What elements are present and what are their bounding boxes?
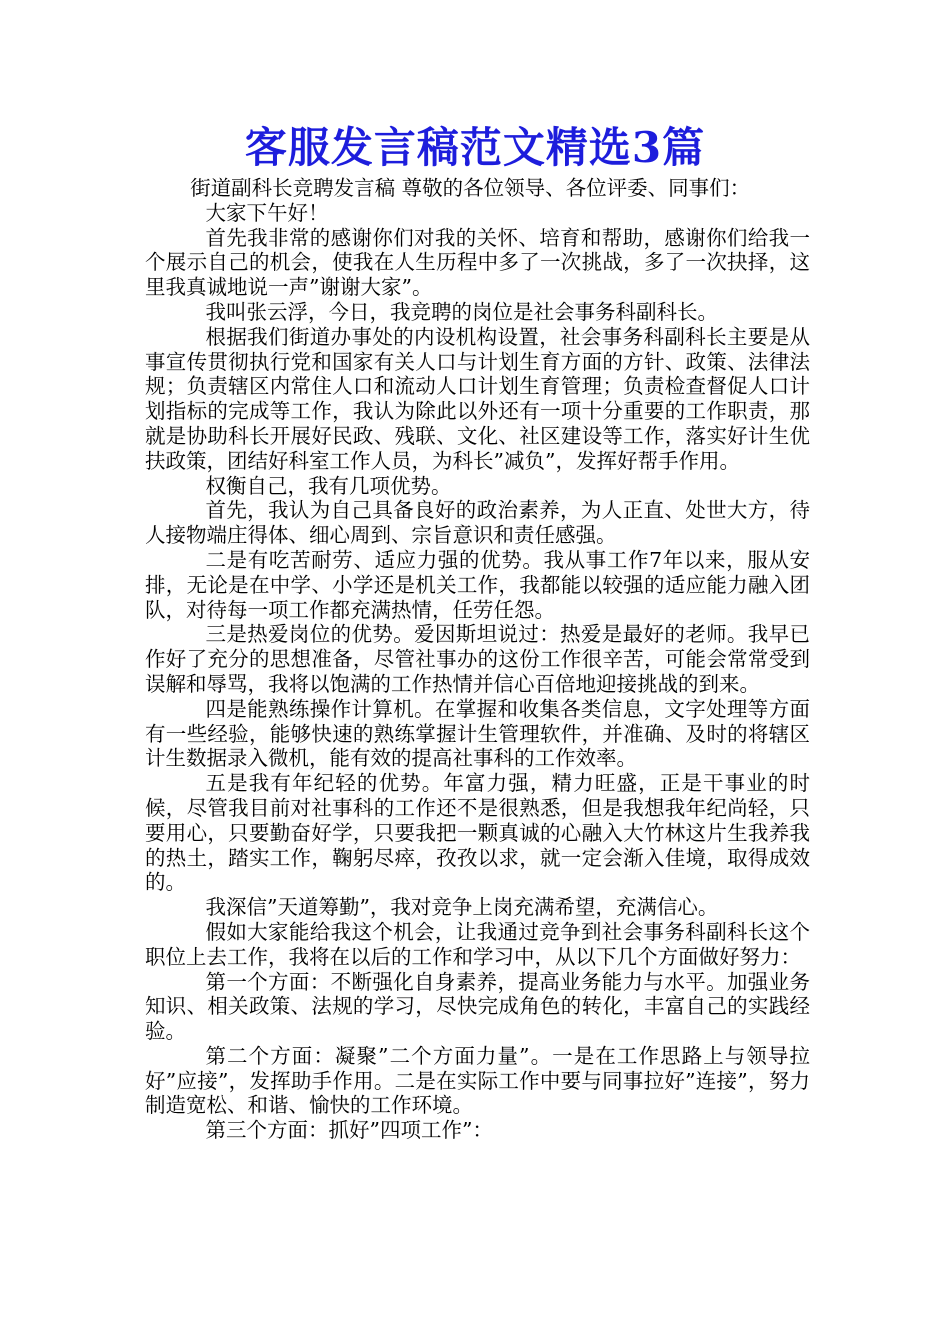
paragraph-advantage-2: 二是有吃苦耐劳、适应力强的优势。我从事工作7年以来，服从安排，无论是在中学、小学还是机关工作，我都能以较强的适应能力融入团队，对待每一项工作都充满热情，任劳任怨。: [145, 547, 810, 622]
paragraph-plan-1: 第一个方面：不断强化自身素养，提高业务能力与水平。加强业务知识、相关政策、法规的学习，尽快完成角色的转化，丰富自己的实践经验。: [145, 969, 810, 1044]
paragraph-intro: 街道副科长竞聘发言稿 尊敬的各位领导、各位评委、同事们：: [190, 176, 751, 200]
paragraph-self-intro: 我叫张云浮，今日，我竞聘的岗位是社会事务科副科长。: [205, 299, 718, 324]
paragraph-plan-2: 第二个方面：凝聚”二个方面力量”。一是在工作思路上与领导拉好”应接”，发挥助手作用。二是在实际工作中要与同事拉好”连接”，努力制造宽松、和谐、愉快的工作环境。: [145, 1043, 810, 1118]
paragraph-advantage-1: 首先，我认为自己具备良好的政治素养，为人正直、处世大方，待人接物端庄得体、细心周到、宗旨意识和责任感强。: [145, 498, 810, 548]
paragraph-duties: 根据我们街道办事处的内设机构设置，社会事务科副科长主要是从事宣传贯彻执行党和国家有关人口与计划生育方面的方针、政策、法律法规；负责辖区内常住人口和流动人口计划生育管理；负责检查督促人口计划指标的完成等工作，我认为除此以外还有一项十分重要的工作职责，那就是协助科长开展好民政、残联、文化、社区建设等工作，落实好计生优扶政策，团结好科室工作人员，为科长”减负”，发挥好帮手作用。: [145, 324, 810, 473]
paragraph-advantage-5: 五是我有年纪轻的优势。年富力强，精力旺盛，正是干事业的时候，尽管我目前对社事科的工作还不是很熟悉，但是我想我年纪尚轻，只要用心，只要勤奋好学，只要我把一颗真诚的心融入大竹林这片生我养我的热土，踏实工作，鞠躬尽瘁，孜孜以求，就一定会渐入佳境，取得成效的。: [145, 771, 810, 895]
paragraph-greeting: 大家下午好！: [205, 200, 329, 225]
paragraph-advantages: 权衡自己，我有几项优势。: [205, 473, 452, 498]
paragraph-advantage-3: 三是热爱岗位的优势。爱因斯坦说过：热爱是最好的老师。我早已作好了充分的思想准备，尽管社事办的这份工作很辛苦，可能会常常受到误解和辱骂，我将以饱满的工作热情并信心百倍地迎接挑战的到来。: [145, 622, 810, 696]
paragraph-thanks: 首先我非常的感谢你们对我的关怀、培育和帮助，感谢你们给我一个展示自己的机会，使我在人生历程中多了一次挑战，多了一次抉择，这里我真诚地说一声”谢谢大家”。: [145, 225, 810, 300]
document-title: 客服发言稿范文精选3篇: [244, 123, 706, 172]
paragraph-plan-intro: 假如大家能给我这个机会，让我通过竞争到社会事务科副科长这个职位上去工作，我将在以后的工作和学习中，从以下几个方面做好努力：: [145, 919, 810, 969]
paragraph-advantage-4: 四是能熟练操作计算机。在掌握和收集各类信息，文字处理等方面有一些经验，能够快速的熟练掌握计生管理软件，并准确、及时的将辖区计生数据录入微机，能有效的提高社事科的工作效率。: [145, 696, 810, 771]
document-body: [145, 176, 810, 1143]
paragraph-belief: 我深信”天道筹勤”，我对竞争上岗充满希望，充满信心。: [205, 895, 719, 920]
paragraph-plan-3: 第三个方面：抓好”四项工作”：: [205, 1118, 493, 1143]
